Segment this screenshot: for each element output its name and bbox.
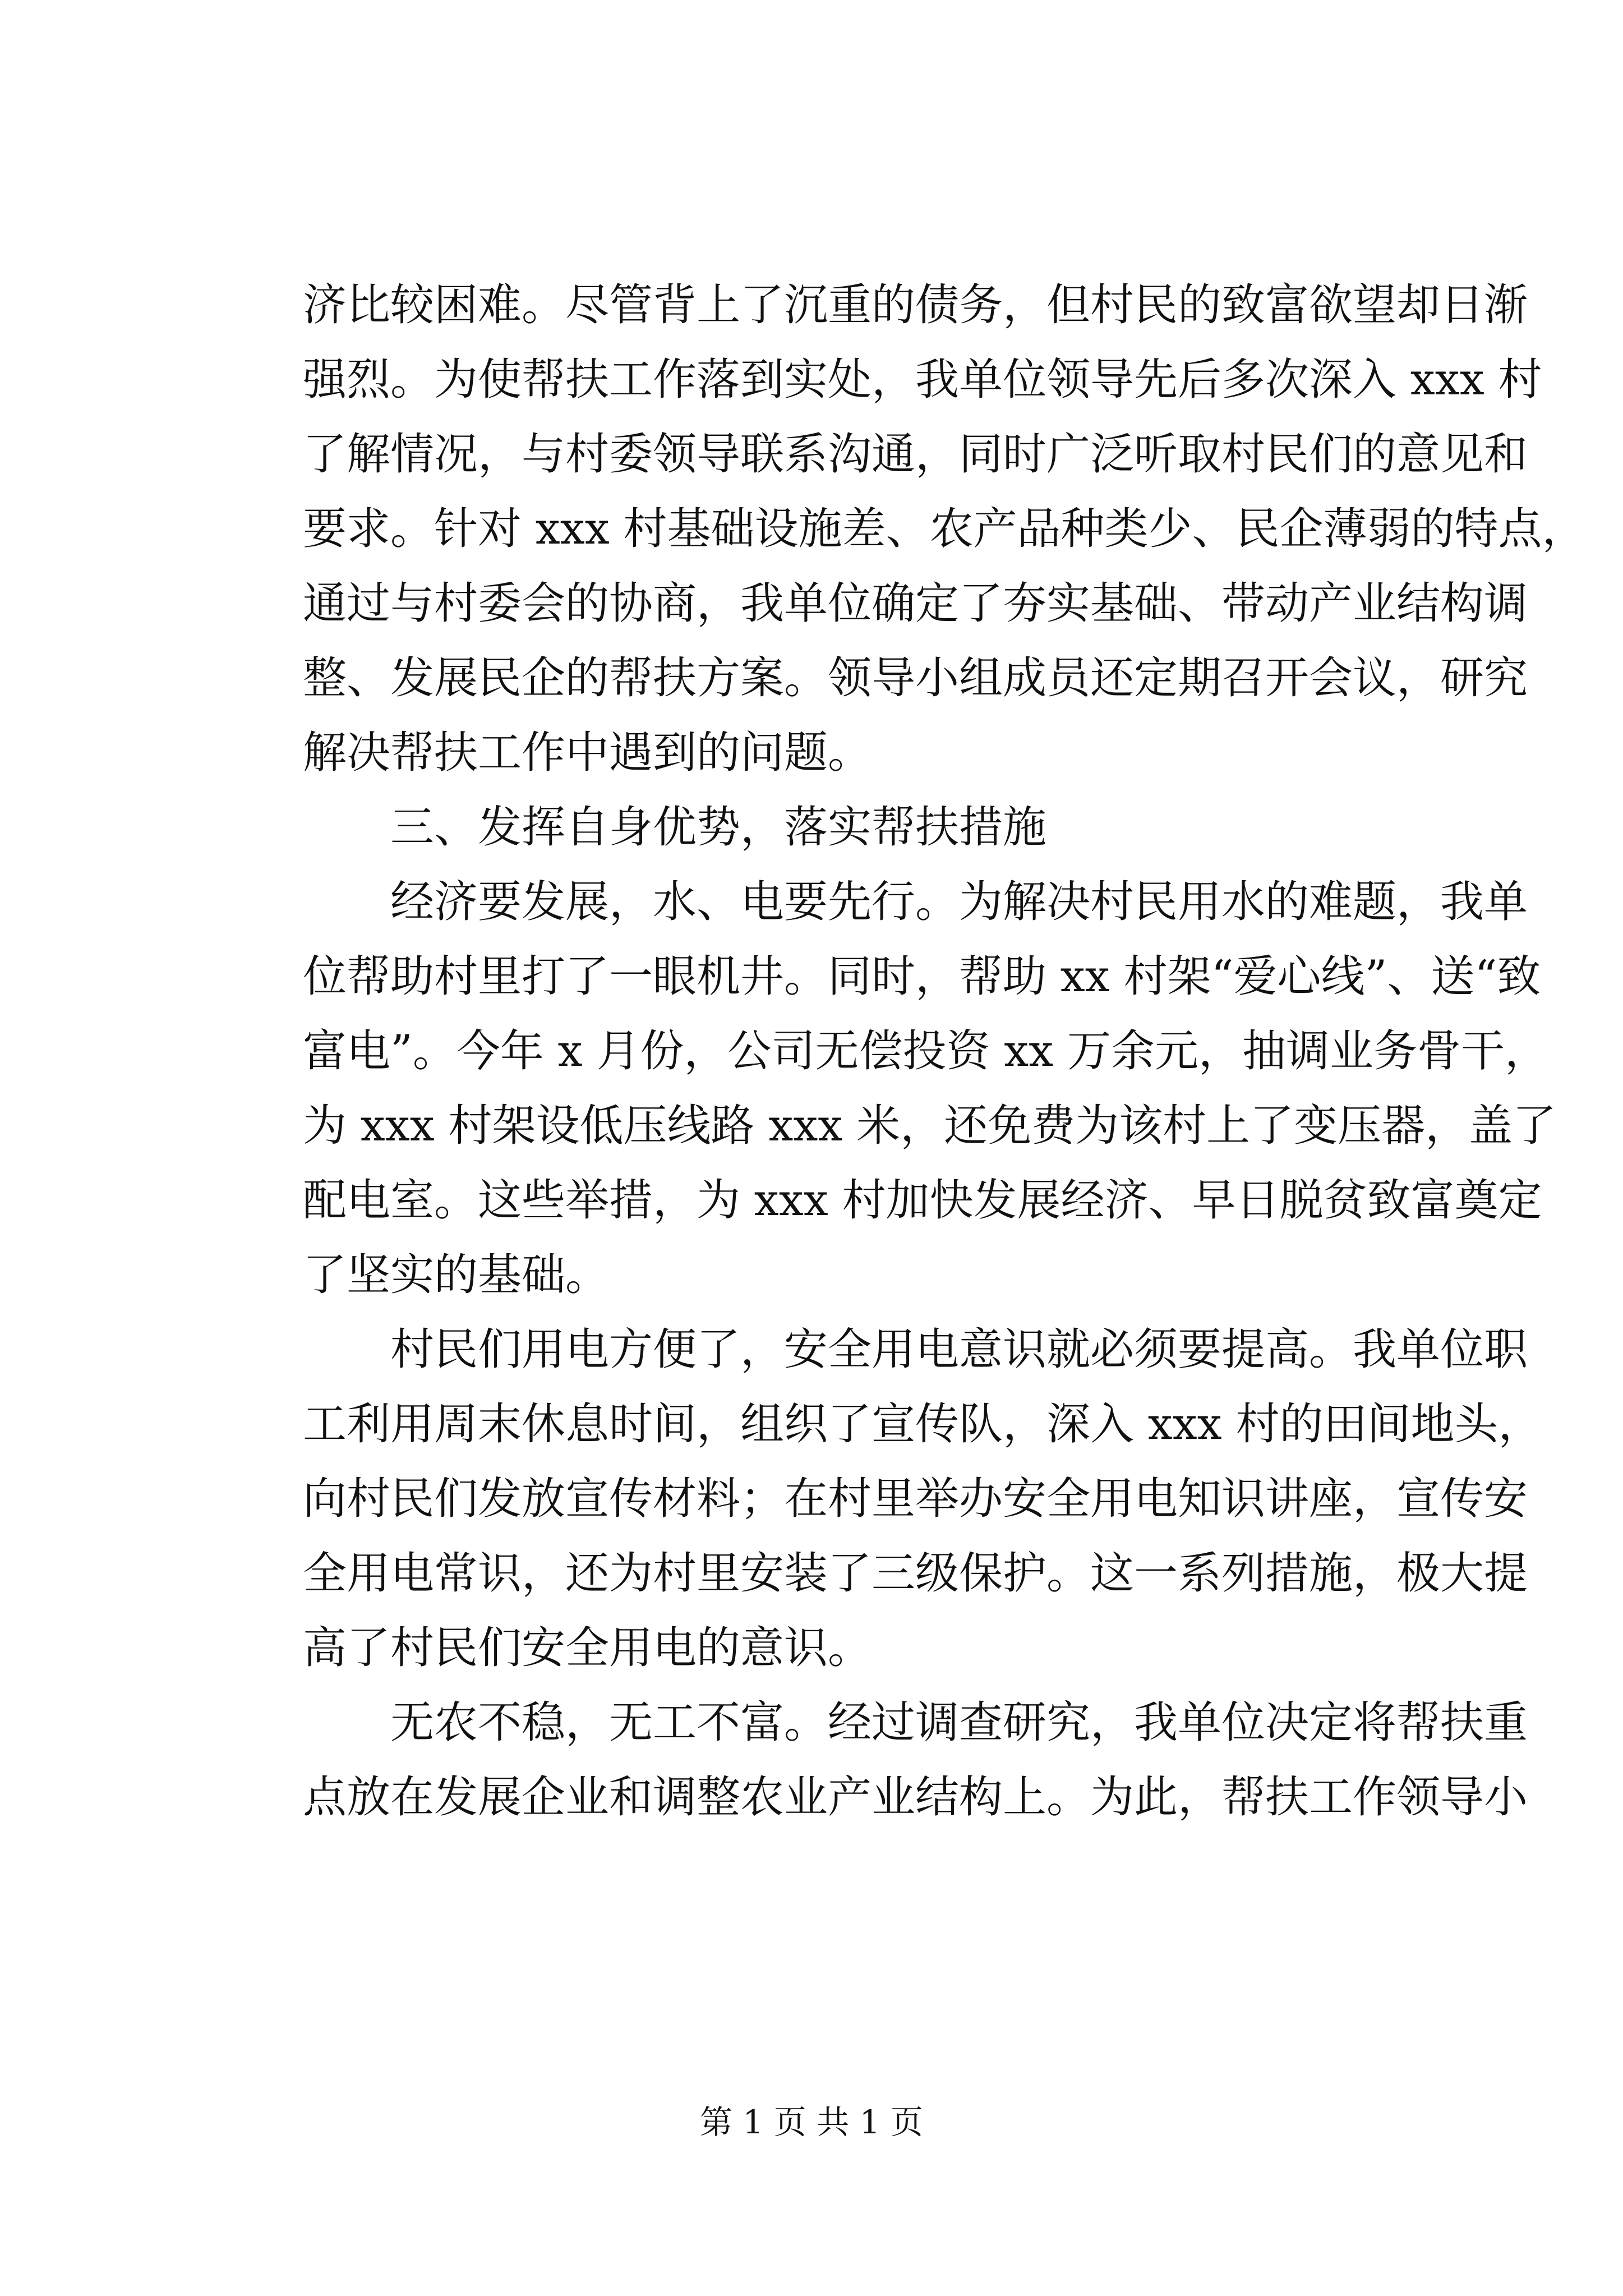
text-line: 经济要发展，水、电要先行。为解决村民用水的难题，我单 [390, 877, 1528, 927]
text-line: 富电”。今年 x 月份，公司无偿投资 xx 万余元，抽调业务骨干， [303, 1026, 1549, 1076]
text-line: 了解情况，与村委领导联系沟通，同时广泛听取村民们的意见和 [303, 429, 1528, 480]
text-line: 工利用周末休息时间，组织了宣传队，深入 xxx 村的田间地头， [303, 1399, 1542, 1450]
text-line: 解决帮扶工作中遇到的问题。 [303, 728, 872, 778]
text-line: 点放在发展企业和调整农业产业结构上。为此，帮扶工作领导小 [303, 1772, 1528, 1823]
text-line: 济比较困难。尽管背上了沉重的债务，但村民的致富欲望却日渐 [303, 280, 1528, 330]
page-footer: 第 1 页 共 1 页 [700, 2103, 923, 2141]
text-line: 了坚实的基础。 [303, 1250, 610, 1300]
section-heading: 三、发挥自身优势，落实帮扶措施 [390, 802, 1047, 853]
text-line: 配电室。这些举措，为 xxx 村加快发展经济、早日脱贫致富奠定 [303, 1175, 1542, 1226]
text-line: 向村民们发放宣传材料；在村里举办安全用电知识讲座，宣传安 [303, 1474, 1528, 1524]
document-body [303, 268, 1586, 1835]
text-line: 通过与村委会的协商，我单位确定了夯实基础、带动产业结构调 [303, 578, 1528, 629]
text-line: 高了村民们安全用电的意识。 [303, 1623, 872, 1673]
text-line: 强烈。为使帮扶工作落到实处，我单位领导先后多次深入 xxx 村 [303, 355, 1542, 405]
text-line: 要求。针对 xxx 村基础设施差、农产品种类少、民企薄弱的特点， [303, 504, 1586, 554]
text-line: 村民们用电方便了，安全用电意识就必须要提高。我单位职 [390, 1324, 1528, 1375]
text-line: 为 xxx 村架设低压线路 xxx 米，还免费为该村上了变压器，盖了 [303, 1101, 1557, 1151]
text-line: 整、发展民企的帮扶方案。领导小组成员还定期召开会议，研究 [303, 653, 1528, 703]
text-line: 位帮助村里打了一眼机井。同时，帮助 xx 村架“爱心线”、送“致 [303, 951, 1541, 1002]
text-line: 无农不稳，无工不富。经过调查研究，我单位决定将帮扶重 [390, 1697, 1528, 1748]
text-line: 全用电常识，还为村里安装了三级保护。这一系列措施，极大提 [303, 1548, 1528, 1599]
